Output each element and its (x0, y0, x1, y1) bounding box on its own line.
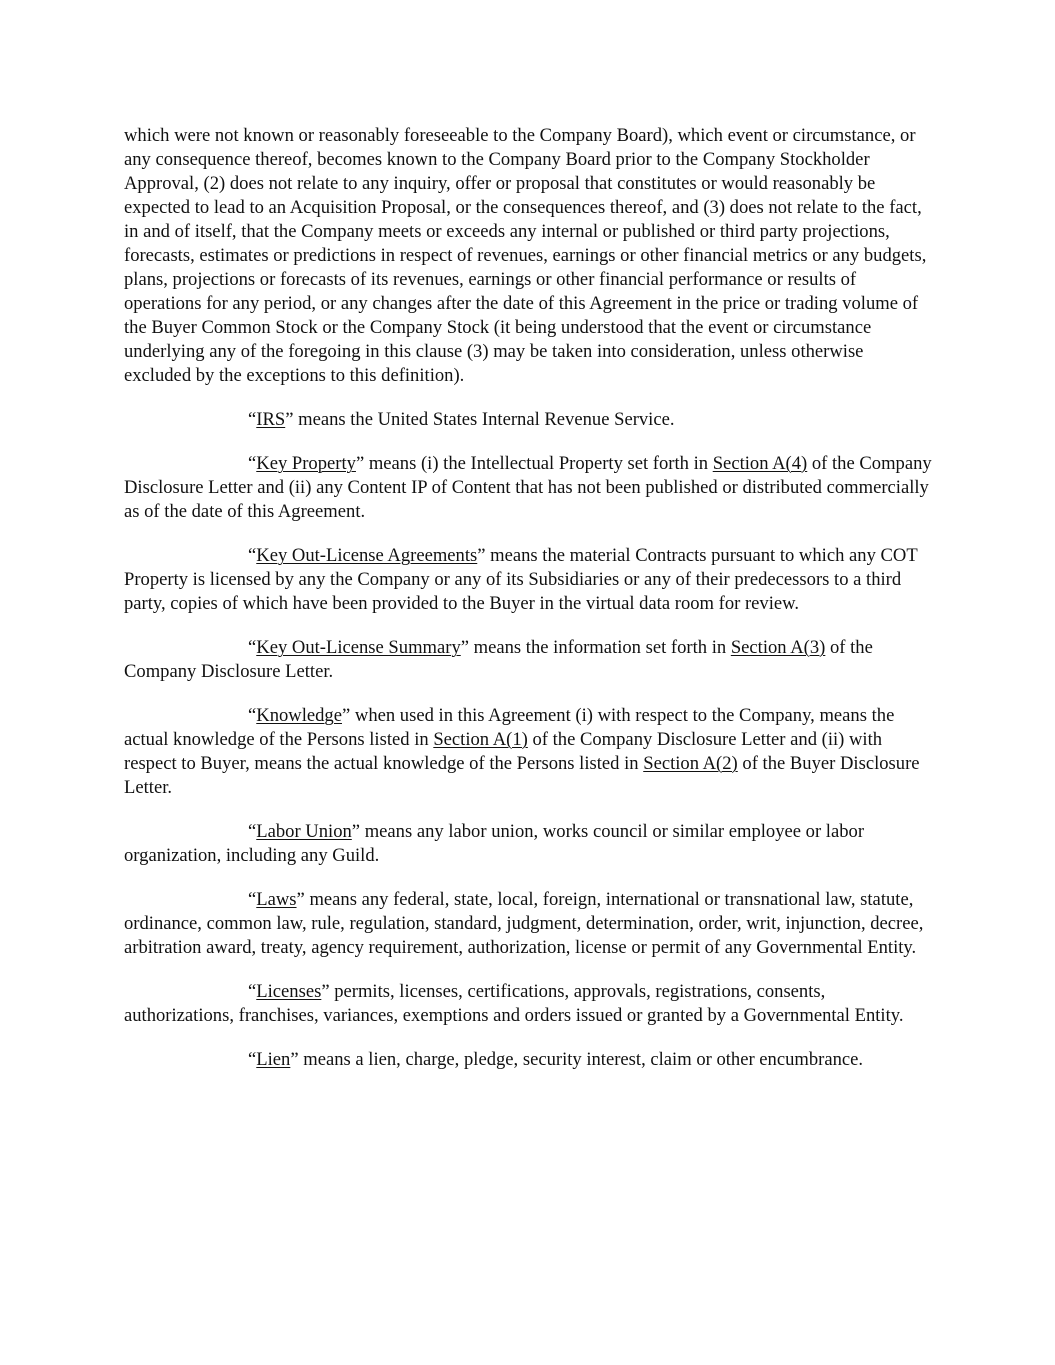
underlined-term: Lien (256, 1049, 291, 1070)
paragraph-text: ” means any federal, state, local, foreign, international or transnational law, statute, ordinance, common law, rule, regulation, standard, judgment, determination, order, writ, injunction, decree, arbitration award, treaty, agency requirement, authorization, license or permit of any Governmental Entity. (124, 889, 924, 958)
paragraph-text: “ (248, 821, 257, 842)
definition-paragraph (124, 452, 932, 524)
paragraph-text: ” means a lien, charge, pledge, security interest, claim or other encumbrance. (290, 1049, 864, 1070)
definition-paragraph (124, 1048, 932, 1072)
underlined-term: Section A(1) (433, 729, 528, 750)
paragraph-text: “ (248, 705, 257, 726)
paragraph-text: “ (248, 889, 257, 910)
underlined-term: Key Out-License Summary (256, 637, 461, 658)
paragraph-text: “ (248, 409, 257, 430)
underlined-term: Licenses (256, 981, 322, 1002)
definition-paragraph (124, 636, 932, 684)
paragraph-text: ” means the United States Internal Revenue Service. (285, 409, 675, 430)
underlined-term: Key Out-License Agreements (256, 545, 478, 566)
paragraph-text: “ (248, 453, 257, 474)
definition-paragraph (124, 888, 932, 960)
paragraph-text: ” permits, licenses, certifications, approvals, registrations, consents, authorizations, franchises, variances, exemptions and orders issued or granted by a Governmental Entity. (124, 981, 904, 1026)
paragraph-text: of the Company Disclosure Letter and (ii) any Content IP of Content that has not been published or distributed commercially as of the date of this Agreement. (124, 453, 932, 522)
definition-paragraph (124, 544, 932, 616)
underlined-term: Section A(3) (730, 637, 826, 658)
paragraph-text: of the Company Disclosure Letter and (ii) with respect to Buyer, means the actual knowledge of the Persons listed in (124, 729, 883, 774)
paragraph-text: “ (248, 981, 257, 1002)
underlined-term: Labor Union (256, 821, 352, 842)
paragraph-text: of the Buyer Disclosure Letter. (124, 753, 920, 798)
document-page (124, 124, 932, 1092)
paragraph-text: “ (248, 1049, 257, 1070)
paragraph-text: ” means any labor union, works council or similar employee or labor organization, including any Guild. (124, 821, 865, 866)
paragraph-text: “ (248, 637, 257, 658)
definition-paragraph (124, 980, 932, 1028)
underlined-term: IRS (256, 409, 286, 430)
paragraph-text: ” means the information set forth in (460, 637, 731, 658)
paragraph-text: ” means (i) the Intellectual Property set forth in (355, 453, 713, 474)
underlined-term: Laws (256, 889, 297, 910)
underlined-term: Section A(4) (712, 453, 808, 474)
underlined-term: Section A(2) (643, 753, 738, 774)
paragraph-text: ” means the material Contracts pursuant to which any COT Property is licensed by any the Company or any of its Subsidiaries or any of their predecessors to a third party, copies of which have been provided to the Buyer in the virtual data room for review. (124, 545, 918, 614)
definition-paragraph (124, 704, 932, 800)
definition-paragraph (124, 820, 932, 868)
underlined-term: Key Property (256, 453, 356, 474)
paragraph-text: which were not known or reasonably foreseeable to the Company Board), which event or circumstance, or any consequence thereof, becomes known to the Company Board prior to the Company Stockholder Approval, (2) does not relate to any inquiry, offer or proposal that constitutes or would reasonably be expected to lead to an Acquisition Proposal, or the consequences thereof, and (3) does not relate to the fact, in and of itself, that the Company meets or exceeds any internal or published or third party projections, forecasts, estimates or predictions in respect of revenues, earnings or other financial metrics or any budgets, plans, projections or forecasts of its revenues, earnings or other financial performance or results of operations for any period, or any changes after the date of this Agreement in the price or trading volume of the Buyer Common Stock or the Company Stock (it being understood that the event or circumstance underlying any of the foregoing in this clause (3) may be taken into consideration, unless otherwise excluded by the exceptions to this definition). (124, 125, 927, 386)
continuation-paragraph (124, 124, 932, 388)
paragraph-text: “ (248, 545, 257, 566)
definition-paragraph (124, 408, 932, 432)
underlined-term: Knowledge (256, 705, 342, 726)
paragraph-text: ” when used in this Agreement (i) with respect to the Company, means the actual knowledge of the Persons listed in (124, 705, 895, 750)
paragraph-text: of the Company Disclosure Letter. (124, 637, 873, 682)
